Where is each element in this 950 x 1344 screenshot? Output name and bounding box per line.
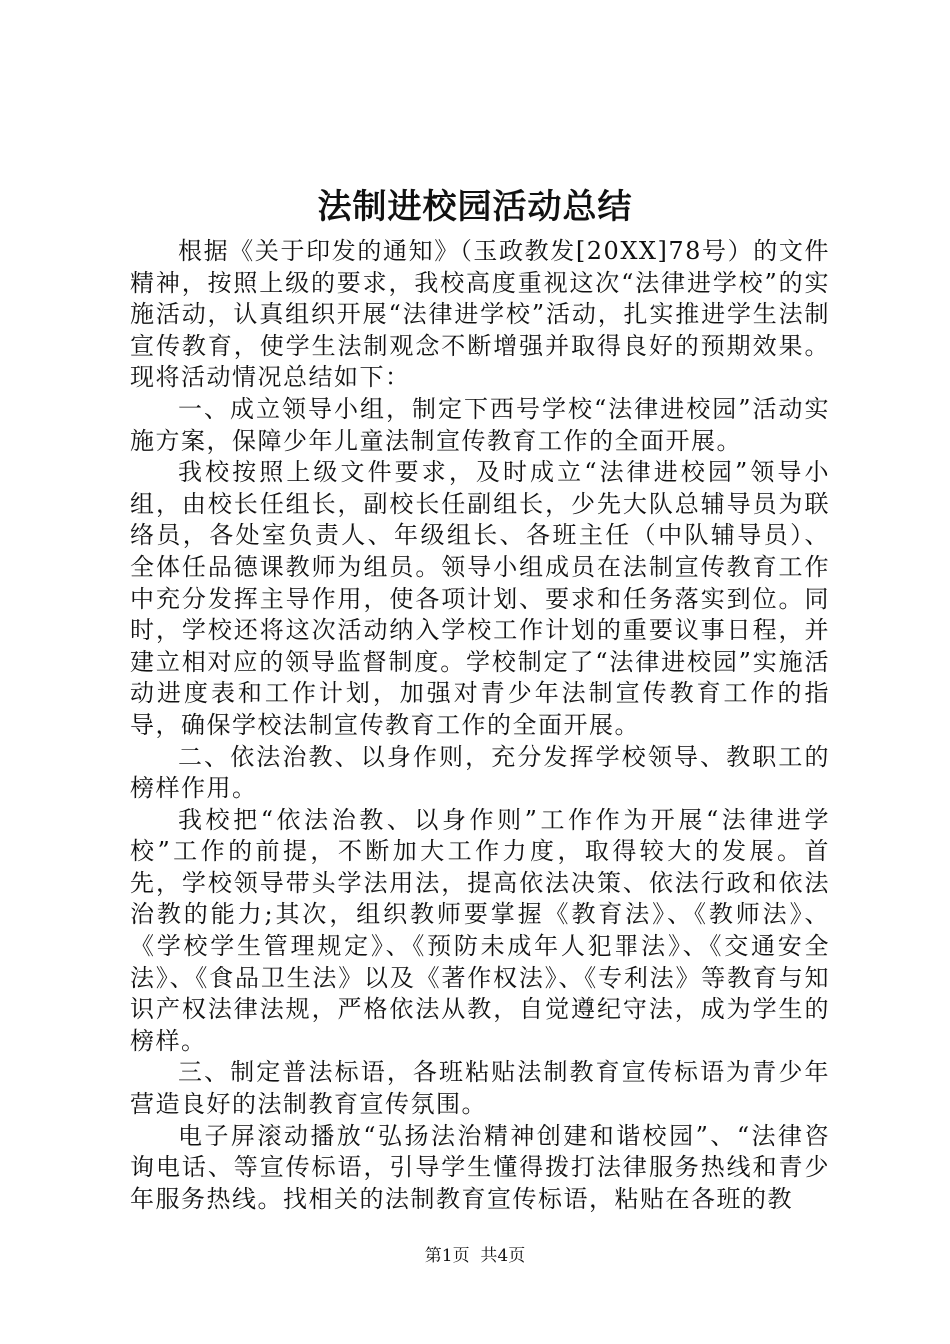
- paragraph-section-2-body: 我校把“依法治教、以身作则”工作作为开展“法律进学校”工作的前提，不断加大工作力度，取得较大的发展。首先，学校领导带头学法用法，提高依法决策、依法行政和依法治教的能力;其次，组织教师要掌握《教育法》、《教师法》、《学校学生管理规定》、《预防未成年人犯罪法》、《交通安全法》、《食品卫生法》以及《著作权法》、《专利法》等教育与知识产权法律法规，严格依法从教，自觉遵纪守法，成为学生的榜样。: [130, 805, 830, 1055]
- paragraph-section-1-heading: 一、成立领导小组，制定下西号学校“法律进校园”活动实施方案，保障少年儿童法制宣传教育工作的全面开展。: [130, 394, 830, 455]
- document-title: 法制进校园活动总结: [317, 187, 633, 227]
- page-footer: [0, 1244, 950, 1268]
- page-total: 共4页: [480, 1246, 526, 1266]
- footer-spacer: [470, 1246, 481, 1266]
- paragraph-intro: 根据《关于印发的通知》（玉政教发[20XX]78号）的文件精神，按照上级的要求，我校高度重视这次“法律进学校”的实施活动，认真组织开展“法律进学校”活动，扎实推进学生法制宣传教育，使学生法制观念不断增强并取得良好的预期效果。现将活动情况总结如下：: [130, 237, 830, 392]
- document-body: [130, 236, 830, 1215]
- page-number: 第1页: [424, 1246, 470, 1266]
- paragraph-section-3-heading: 三、制定普法标语，各班粘贴法制教育宣传标语为青少年营造良好的法制教育宣传氛围。: [130, 1058, 830, 1119]
- paragraph-section-1-body: 我校按照上级文件要求，及时成立“法律进校园”领导小组，由校长任组长，副校长任副组长，少先大队总辅导员为联络员，各处室负责人、年级组长、各班主任（中队辅导员）、全体任品德课教师为组员。领导小组成员在法制宣传教育工作中充分发挥主导作用，使各项计划、要求和任务落实到位。同时，学校还将这次活动纳入学校工作计划的重要议事日程，并建立相对应的领导监督制度。学校制定了“法律进校园”实施活动进度表和工作计划，加强对青少年法制宣传教育工作的指导，确保学校法制宣传教育工作的全面开展。: [130, 458, 830, 739]
- paragraph-section-3-body: 电子屏滚动播放“弘扬法治精神创建和谐校园”、“法律咨询电话、等宣传标语，引导学生懂得拨打法律服务热线和青少年服务热线。找相关的法制教育宣传标语，粘贴在各班的教: [130, 1121, 830, 1213]
- paragraph-section-2-heading: 二、依法治教、以身作则，充分发挥学校领导、教职工的榜样作用。: [130, 742, 830, 803]
